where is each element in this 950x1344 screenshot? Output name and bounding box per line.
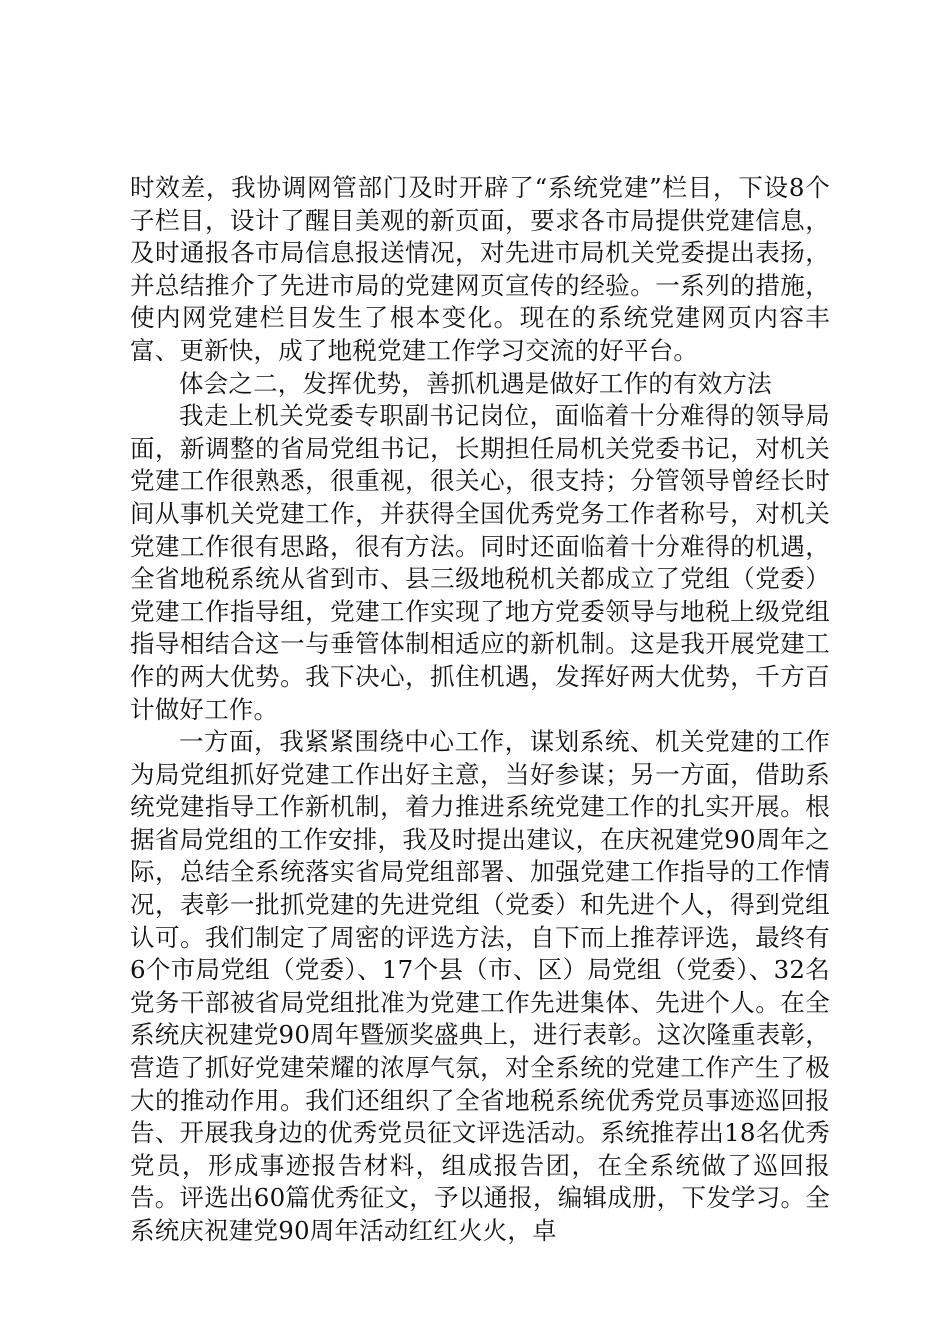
paragraph-2: 我走上机关党委专职副书记岗位，面临着十分难得的领导局面，新调整的省局党组书记，长期担任局机关党委书记，对机关党建工作很熟悉，很重视，很关心，很支持；分管领导曾经长时间从事机关党建工作，并获得全国优秀党务工作者称号，对机关党建工作很有思路，很有方法。同时还面临着十分难得的机遇，全省地税系统从省到市、县三级地税机关都成立了党组（党委）党建工作指导组，党建工作实现了地方党委领导与地税上级党组指导相结合这一与垂管体制相适应的新机制。这是我开展党建工作的两大优势。我下决心，抓住机遇，发挥好两大优势，千方百计做好工作。: [130, 401, 830, 724]
document-body: [130, 172, 830, 1248]
paragraph-3: 一方面，我紧紧围绕中心工作，谋划系统、机关党建的工作为局党组抓好党建工作出好主意，当好参谋；另一方面，借助系统党建指导工作新机制，着力推进系统党建工作的扎实开展。根据省局党组的工作安排，我及时提出建议，在庆祝建党90周年之际，总结全系统落实省局党组部署、加强党建工作指导的工作情况，表彰一批抓党建的先进党组（党委）和先进个人，得到党组认可。我们制定了周密的评选方法，自下而上推荐评选，最终有6个市局党组（党委）、17个县（市、区）局党组（党委）、32名党务干部被省局党组批准为党建工作先进集体、先进个人。在全系统庆祝建党90周年暨颁奖盛典上，进行表彰。这次隆重表彰，营造了抓好党建荣耀的浓厚气氛，对全系统的党建工作产生了极大的推动作用。我们还组织了全省地税系统优秀党员事迹巡回报告、开展我身边的优秀党员征文评选活动。系统推荐出18名优秀党员，形成事迹报告材料，组成报告团，在全系统做了巡回报告。评选出60篇优秀征文，予以通报，编辑成册，下发学习。全系统庆祝建党90周年活动红红火火，卓: [130, 727, 830, 1245]
paragraph-1: 时效差，我协调网管部门及时开辟了“系统党建”栏目，下设8个子栏目，设计了醒目美观的新页面，要求各市局提供党建信息，及时通报各市局信息报送情况，对先进市局机关党委提出表扬，并总结推介了先进市局的党建网页宣传的经验。一系列的措施，使内网党建栏目发生了根本变化。现在的系统党建网页内容丰富、更新快，成了地税党建工作学习交流的好平台。: [130, 173, 830, 365]
section-heading: 体会之二，发挥优势，善抓机遇是做好工作的有效方法: [179, 368, 772, 398]
